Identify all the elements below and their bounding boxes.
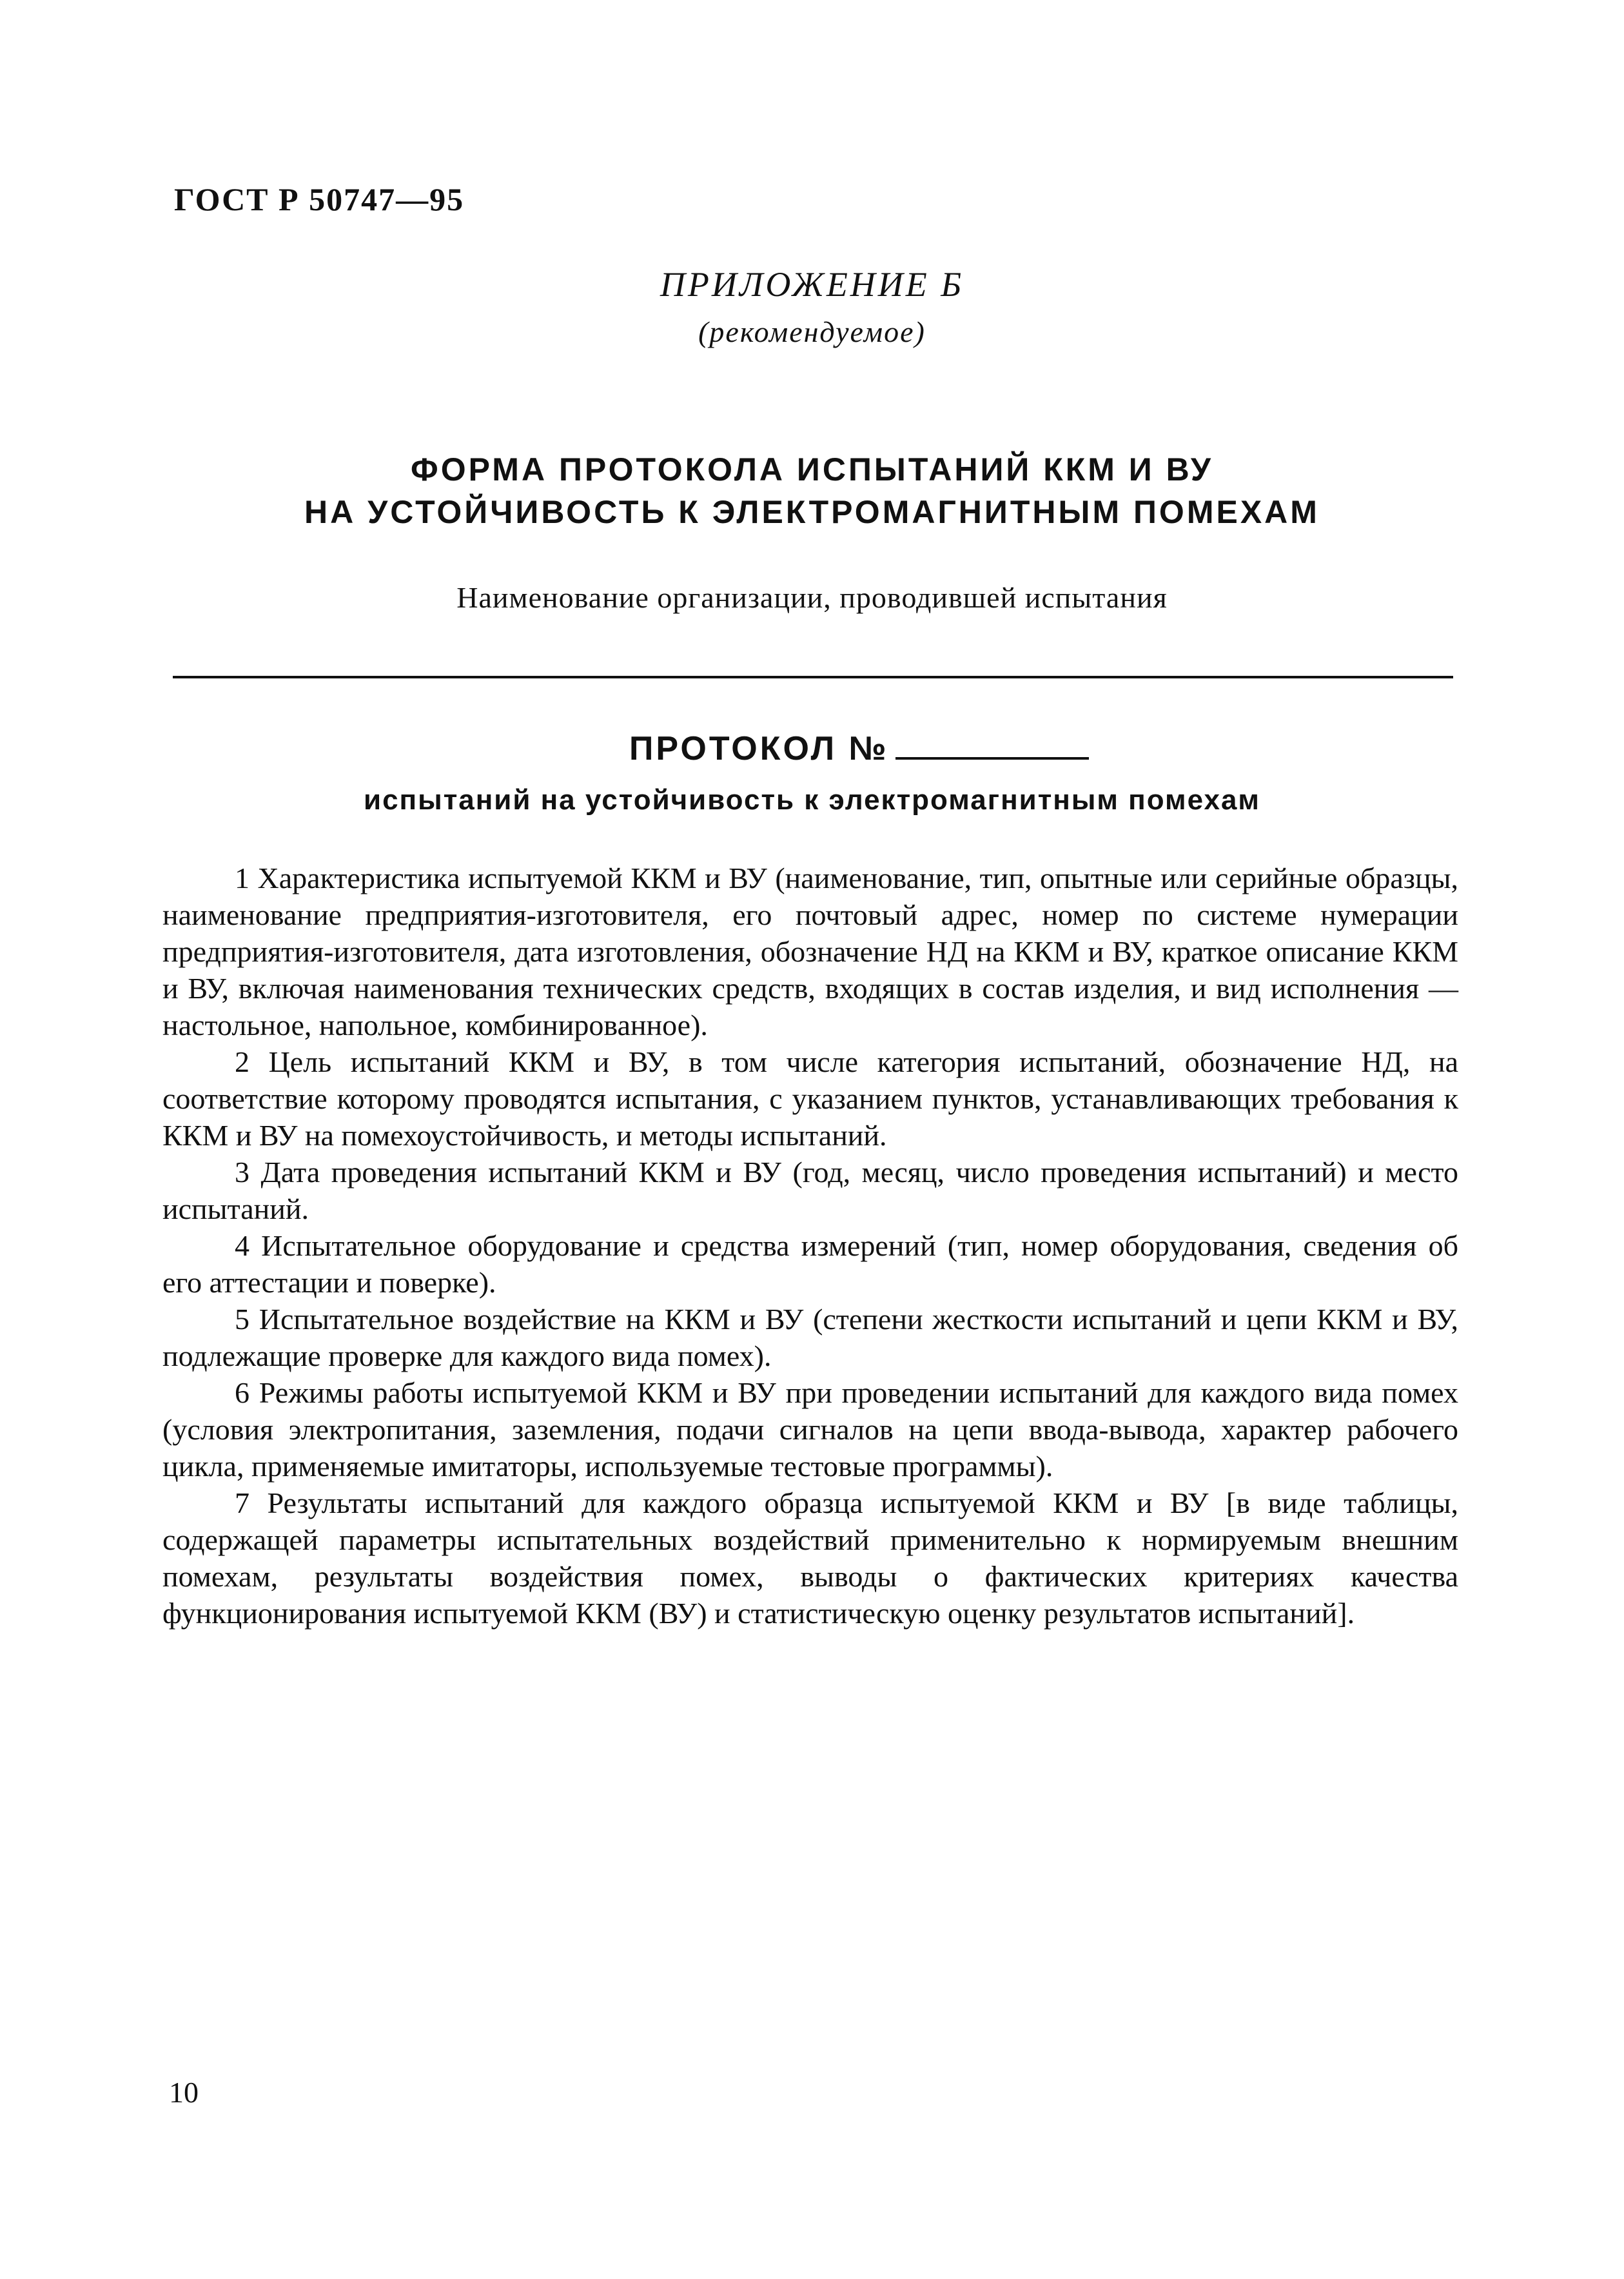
appendix-title: ПРИЛОЖЕНИЕ Б bbox=[660, 265, 964, 304]
organization-fill-line bbox=[173, 676, 1453, 678]
protocol-number-blank bbox=[895, 729, 1089, 760]
form-title-line-1: ФОРМА ПРОТОКОЛА ИСПЫТАНИЙ ККМ И ВУ bbox=[411, 451, 1213, 488]
protocol-item-4: 4 Испытательное оборудование и средства измерений (тип, номер оборудования, сведения об его аттестации и поверке). bbox=[162, 1229, 1458, 1299]
protocol-item-3: 3 Дата проведения испытаний ККМ и ВУ (год, месяц, число проведения испытаний) и место испытаний. bbox=[162, 1156, 1458, 1225]
protocol-heading bbox=[629, 729, 1089, 768]
protocol-subtitle: испытаний на устойчивость к электромагнитным помехам bbox=[364, 784, 1260, 816]
protocol-item-7: 7 Результаты испытаний для каждого образца испытуемой ККМ и ВУ [в виде таблицы, содержащей параметры испытательных воздействий применительно к нормируемым внешним помехам, результаты воздействия помех, выводы о фактических критериях качества функционирования испытуемой ККМ (ВУ) и статистическую оценку результатов испытаний]. bbox=[162, 1486, 1458, 1630]
form-title-line-2: НА УСТОЙЧИВОСТЬ К ЭЛЕКТРОМАГНИТНЫМ ПОМЕХАМ bbox=[304, 494, 1320, 530]
protocol-item-2: 2 Цель испытаний ККМ и ВУ, в том числе категория испытаний, обозначение НД, на соответствие которому проводятся испытания, с указанием пунктов, устанавливающих требования к ККМ и ВУ на помехоустойчивость, и методы испытаний. bbox=[162, 1045, 1458, 1152]
protocol-item-1: 1 Характеристика испытуемой ККМ и ВУ (наименование, тип, опытные или серийные образцы, наименование предприятия-изготовителя, его почтовый адрес, номер по системе нумерации предприятия-изготовителя, дата изготовления, обозначение НД на ККМ и ВУ, краткое описание ККМ и ВУ, включая наименования технических средств, входящих в состав изделия, и вид исполнения — настольное, напольное, комбинированное). bbox=[162, 862, 1458, 1041]
form-title bbox=[0, 448, 1624, 533]
protocol-item-6: 6 Режимы работы испытуемой ККМ и ВУ при проведении испытаний для каждого вида помех (условия электропитания, заземления, подачи сигналов на цепи ввода-вывода, характер рабочего цикла, применяемые имитаторы, используемые тестовые программы). bbox=[162, 1376, 1458, 1483]
protocol-items bbox=[162, 860, 1458, 1632]
page-number: 10 bbox=[169, 2076, 199, 2109]
organization-label: Наименование организации, проводившей испытания bbox=[456, 581, 1168, 614]
protocol-item-5: 5 Испытательное воздействие на ККМ и ВУ (степени жесткости испытаний и цепи ККМ и ВУ, подлежащие проверке для каждого вида помех). bbox=[162, 1303, 1458, 1372]
standard-code: ГОСТ Р 50747—95 bbox=[174, 181, 465, 217]
appendix-note: (рекомендуемое) bbox=[698, 315, 926, 348]
protocol-heading-text: ПРОТОКОЛ № bbox=[629, 730, 889, 767]
